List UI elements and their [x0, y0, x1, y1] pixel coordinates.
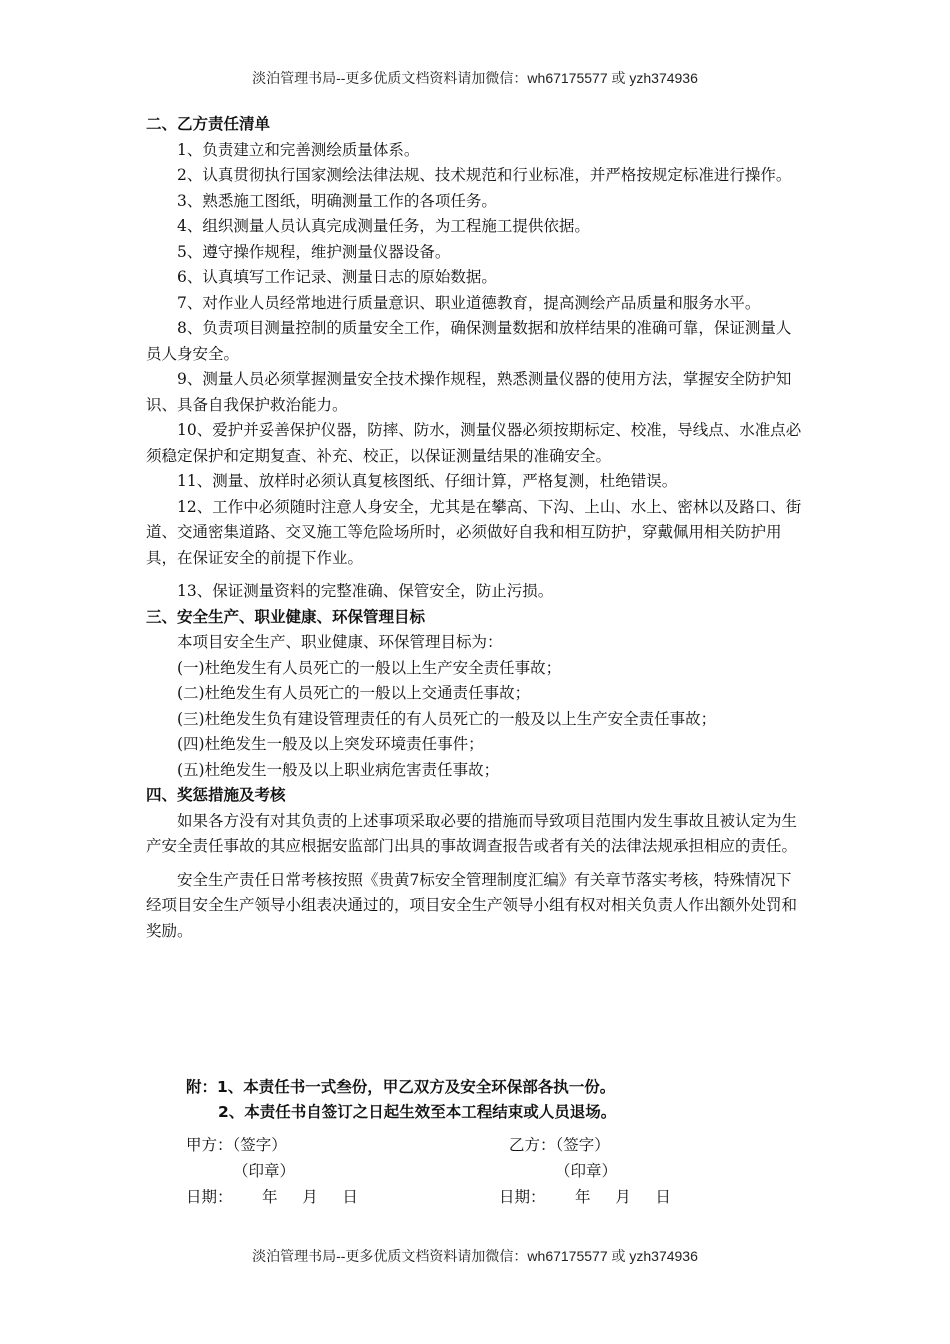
page-header: 淡泊管理书局--更多优质文档资料请加微信：wh67175577 或 yzh374936 — [252, 70, 698, 86]
section3-intro: 本项目安全生产、职业健康、环保管理目标为： — [177, 633, 503, 651]
goal-item: (四)杜绝发生一般及以上突发环境责任事件； — [177, 735, 484, 753]
goal-item: (一)杜绝发生有人员死亡的一般以上生产安全责任事故； — [177, 658, 562, 677]
party-a-sign: 甲方：（签字） — [186, 1136, 287, 1154]
list-item: 4、组织测量人员认真完成测量任务，为工程施工提供依据。 — [177, 217, 590, 235]
party-b-sign: 乙方：（签字） — [509, 1136, 610, 1154]
list-item: 3、熟悉施工图纸，明确测量工作的各项任务。 — [177, 191, 497, 210]
attachment-line2: 2、本责任书自签订之日起生效至本工程结束或人员退场。 — [218, 1103, 617, 1121]
list-item: 10、爱护并妥善保护仪器，防摔、防水，测量仪器必须按期标定、校准，导线点、水准点必须稳定保护和定期复查、补充、校正，以保证测量结果的准确安全。 — [146, 421, 802, 465]
list-item: 6、认真填写工作记录、测量日志的原始数据。 — [177, 268, 497, 286]
list-item: 2、认真贯彻执行国家测绘法律法规、技术规范和行业标准，并严格按规定标准进行操作。 — [177, 166, 792, 184]
goal-item: (三)杜绝发生负有建设管理责任的有人员死亡的一般及以上生产安全责任事故； — [177, 709, 717, 728]
list-item: 1、负责建立和完善测绘质量体系。 — [177, 140, 420, 159]
party-b-date: 日期： 年 月 日 — [499, 1188, 671, 1206]
section3-title: 三、安全生产、职业健康、环保管理目标 — [146, 607, 426, 626]
party-a-seal: （印章） — [233, 1162, 296, 1180]
list-item: 5、遵守操作规程，维护测量仪器设备。 — [177, 242, 451, 261]
section2-title: 二、乙方责任清单 — [146, 115, 271, 133]
section4-para2: 安全生产责任日常考核按照《贵黄7标安全管理制度汇编》有关章节落实考核，特殊情况下经项目安全生产领导小组表决通过的，项目安全生产领导小组有权对相关负责人作出额外处罚和奖励。 — [146, 870, 798, 940]
list-item: 11、测量、放样时必须认真复核图纸、仔细计算，严格复测，杜绝错误。 — [177, 472, 678, 490]
section4-para1: 如果各方没有对其负责的上述事项采取必要的措施而导致项目范围内发生事故且被认定为生产安全责任事故的其应根据安监部门出具的事故调查报告或者有关的法律法规承担相应的责任。 — [146, 811, 798, 855]
goal-item: (二)杜绝发生有人员死亡的一般以上交通责任事故； — [177, 684, 531, 702]
party-a-date: 日期： 年 月 日 — [186, 1188, 358, 1206]
list-item: 13、保证测量资料的完整准确、保管安全，防止污损。 — [177, 582, 554, 600]
list-item: 9、测量人员必须掌握测量安全技术操作规程，熟悉测量仪器的使用方法，掌握安全防护知识、具备自我保护救治能力。 — [146, 370, 792, 414]
section4-title: 四、奖惩措施及考核 — [146, 786, 286, 804]
page-footer: 淡泊管理书局--更多优质文档资料请加微信：wh67175577 或 yzh374936 — [252, 1248, 698, 1264]
list-item: 7、对作业人员经常地进行质量意识、职业道德教育，提高测绘产品质量和服务水平。 — [177, 293, 761, 312]
attachment-line1: 附：1、本责任书一式叁份，甲乙双方及安全环保部各执一份。 — [186, 1078, 616, 1096]
document-body — [146, 112, 806, 944]
party-b-seal: （印章） — [555, 1162, 618, 1180]
list-item: 12、工作中必须随时注意人身安全，尤其是在攀高、下沟、上山、水上、密林以及路口、街道、交通密集道路、交叉施工等危险场所时，必须做好自我和相互防护，穿戴佩用相关防护用具，在保证安全的前提下作业。 — [146, 497, 802, 567]
goal-item: (五)杜绝发生一般及以上职业病危害责任事故； — [177, 760, 500, 779]
list-item: 8、负责项目测量控制的质量安全工作，确保测量数据和放样结果的准确可靠，保证测量人员人身安全。 — [146, 319, 792, 363]
